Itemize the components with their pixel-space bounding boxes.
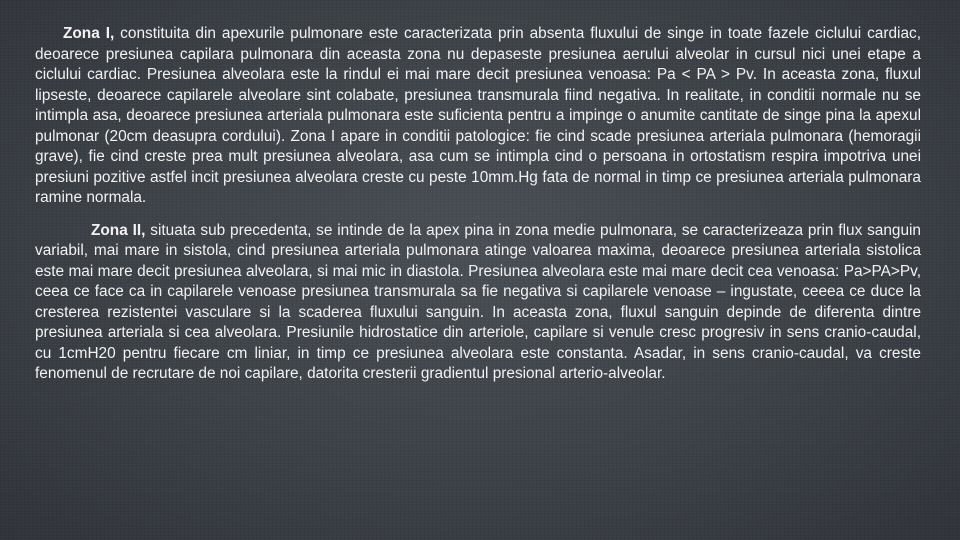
- paragraph-zone-2: [35, 221, 921, 385]
- zone-2-text: situata sub precedenta, se intinde de la apex pina in zona medie pulmonara, se caracterizeaza prin flux sanguin variabil, mai mare in sistola, cind presiunea arteriala pulmonara atinge valoarea maxima, deoarece presiunea arteriala sistolica este mai mare decit presiunea alveolara, si mai mic in diastola. Presiunea alveolara este mai mare decit cea venoasa: Pa>PA>Pv, ceea ce face ca in capilarele venoase presiunea transmurala sa fie negativa si capilarele venoase – ingustate, ceeea ce duce la cresterea rezistentei vasculare si la scaderea fluxului sanguin. In aceasta zona, fluxul sanguin depinde de diferenta dintre presiunea arteriala si cea alveolara. Presiunile hidrostatice din arteriole, capilare si venule cresc progresiv in sens cranio-caudal, cu 1cmH20 pentru fiecare cm liniar, in timp ce presiunea alveolara este constanta. Asadar, in sens cranio-caudal, va creste fenomenul de recrutare de noi capilare, datorita cresterii gradientul presional arterio-alveolar.: [35, 221, 921, 382]
- zone-1-label: Zona I,: [63, 25, 115, 42]
- paragraph-zone-1: [35, 24, 921, 209]
- zone-2-label: Zona II,: [91, 221, 146, 239]
- zone-1-text: constituita din apexurile pulmonare este caracterizata prin absenta fluxului de singe in toate fazele ciclului cardiac, deoarece presiunea capilara pulmonara din aceasta zona nu depaseste presiunea aerului alveolar in cursul nici unei etape a ciclului cardiac. Presiunea alveolara este la rindul ei mai mare decit presiunea venoasa: Pa < PA > Pv. In aceasta zona, fluxul lipseste, deoarece capilarele alveolare sint colabate, presiunea transmurala fiind negativa. In realitate, in conditii normale nu se intimpla asa, deoarece presiunea arteriala pulmonara este suficienta pentru a impinge o anumite cantitate de singe pina la apexul pulmonar (20cm deasupra cordului). Zona I apare in conditii patologice: fie cind scade presiunea arteriala pulmonara (hemoragii grave), fie cind creste prea mult presiunea alveolara, asa cum se intimpla cind o persoana in ortostatism respira impotriva unei presiuni pozitive astfel incit presiunea alveolara creste cu peste 10mm.Hg fata de normal in timp ce presiunea arteriala pulmonara ramine normala.: [35, 25, 921, 206]
- slide-body: [35, 24, 921, 385]
